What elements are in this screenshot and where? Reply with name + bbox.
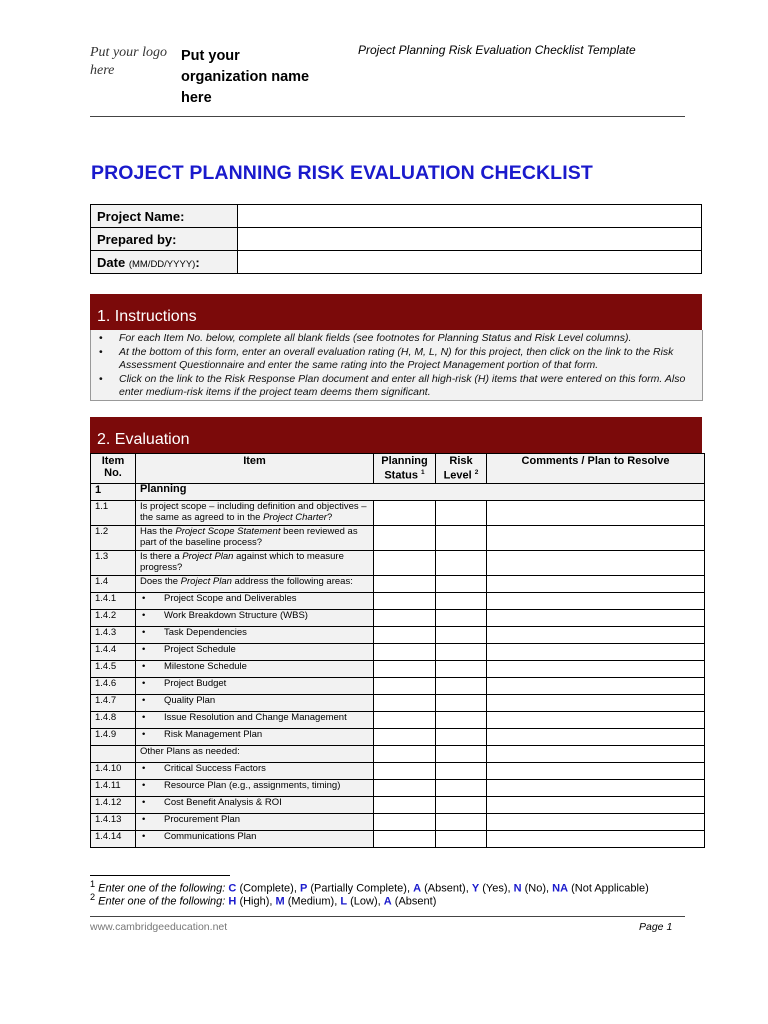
risk-level-cell[interactable] bbox=[436, 551, 487, 576]
planning-status-cell[interactable] bbox=[374, 831, 436, 848]
item-description bbox=[136, 627, 374, 644]
risk-level-cell[interactable] bbox=[436, 644, 487, 661]
risk-level-cell[interactable] bbox=[436, 695, 487, 712]
item-description bbox=[136, 814, 374, 831]
item-text: Has the bbox=[140, 526, 176, 537]
risk-level-cell[interactable] bbox=[436, 678, 487, 695]
comments-cell[interactable] bbox=[487, 712, 705, 729]
project-info-table bbox=[90, 204, 702, 274]
section-row-planning bbox=[91, 484, 705, 501]
item-number: 1.4.3 bbox=[91, 627, 136, 644]
option-description: (Medium) bbox=[287, 895, 335, 908]
prepared-by-label: Prepared by: bbox=[91, 228, 238, 251]
comments-cell[interactable] bbox=[487, 501, 705, 526]
footnote-1-number: 1 bbox=[90, 879, 96, 889]
item-number: 1.4.13 bbox=[91, 814, 136, 831]
risk-level-cell[interactable] bbox=[436, 746, 487, 763]
item-text: Project Budget bbox=[164, 678, 227, 689]
risk-level-cell[interactable] bbox=[436, 593, 487, 610]
item-text: Risk Management Plan bbox=[164, 729, 263, 740]
item-number: 1.4.9 bbox=[91, 729, 136, 746]
option-code: C bbox=[228, 882, 237, 895]
col-risk-level bbox=[436, 454, 487, 484]
instructions-list bbox=[91, 330, 702, 400]
table-row bbox=[91, 729, 705, 746]
item-number: 1.4.8 bbox=[91, 712, 136, 729]
option-description: (Low) bbox=[350, 895, 378, 908]
risk-level-cell[interactable] bbox=[436, 831, 487, 848]
comments-cell[interactable] bbox=[487, 551, 705, 576]
item-description bbox=[136, 593, 374, 610]
planning-status-cell[interactable] bbox=[374, 551, 436, 576]
planning-status-cell[interactable] bbox=[374, 763, 436, 780]
table-row bbox=[91, 712, 705, 729]
item-number: 1.4.6 bbox=[91, 678, 136, 695]
planning-status-cell[interactable] bbox=[374, 780, 436, 797]
planning-status-cell[interactable] bbox=[374, 746, 436, 763]
planning-status-cell[interactable] bbox=[374, 661, 436, 678]
option-code: M bbox=[275, 895, 285, 908]
risk-level-cell[interactable] bbox=[436, 576, 487, 593]
planning-status-cell[interactable] bbox=[374, 501, 436, 526]
item-text: Quality Plan bbox=[164, 695, 216, 706]
table-row bbox=[91, 551, 705, 576]
item-text: Task Dependencies bbox=[164, 627, 247, 638]
col-risk-level-label: Risk Level bbox=[443, 455, 473, 482]
col-planning-status-label: Planning Status bbox=[381, 455, 428, 482]
col-comments: Comments / Plan to Resolve bbox=[487, 454, 705, 484]
footer-divider bbox=[90, 916, 685, 917]
comments-cell[interactable] bbox=[487, 576, 705, 593]
table-row bbox=[91, 763, 705, 780]
item-text: Is project scope – including definition and objectives – the same as agreed to in the bbox=[140, 501, 367, 523]
option-description: (High) bbox=[239, 895, 270, 908]
header-divider bbox=[90, 116, 685, 117]
bullet: • bbox=[142, 814, 146, 825]
bullet: • bbox=[142, 729, 146, 740]
item-description bbox=[136, 644, 374, 661]
bullet: • bbox=[142, 797, 146, 808]
planning-status-cell[interactable] bbox=[374, 627, 436, 644]
comments-cell[interactable] bbox=[487, 644, 705, 661]
risk-level-cell[interactable] bbox=[436, 814, 487, 831]
comments-cell[interactable] bbox=[487, 627, 705, 644]
instruction-item: • Click on the link to the Risk Response Plan document and enter all high-risk (H) items that were entered on this form. Also enter medium-risk items if the project team deems them significant. bbox=[119, 373, 696, 400]
footnote-2-lead: Enter one of the following: bbox=[98, 895, 226, 908]
item-text: Other Plans as needed: bbox=[140, 746, 240, 757]
item-text: Is there a bbox=[140, 551, 183, 562]
option-description: (Yes) bbox=[482, 882, 508, 895]
table-row bbox=[91, 831, 705, 848]
bullet: • bbox=[142, 780, 146, 791]
item-number: 1.4.1 bbox=[91, 593, 136, 610]
planning-status-cell[interactable] bbox=[374, 695, 436, 712]
option-code: P bbox=[299, 882, 308, 895]
item-text: been reviewed as part of the baseline process? bbox=[140, 526, 358, 548]
comments-cell[interactable] bbox=[487, 678, 705, 695]
risk-level-cell[interactable] bbox=[436, 627, 487, 644]
footnote-ref-1: 1 bbox=[421, 469, 425, 476]
risk-level-cell[interactable] bbox=[436, 712, 487, 729]
section-number: 1 bbox=[91, 484, 136, 501]
item-description bbox=[136, 551, 374, 576]
planning-status-cell[interactable] bbox=[374, 593, 436, 610]
logo-placeholder: Put your logo here bbox=[90, 45, 167, 78]
item-text-emphasis: Project Scope Statement bbox=[175, 526, 281, 537]
document-header-title: Project Planning Risk Evaluation Checklist Template bbox=[358, 43, 636, 57]
item-text-emphasis: Project Plan bbox=[180, 576, 232, 587]
footnote-1-lead: Enter one of the following: bbox=[98, 882, 226, 895]
col-item-no: Item No. bbox=[91, 454, 136, 484]
bullet: • bbox=[142, 712, 146, 723]
option-code: A bbox=[413, 882, 422, 895]
prepared-by-row bbox=[91, 228, 702, 251]
date-format-hint: (MM/DD/YYYY) bbox=[128, 258, 196, 270]
option-description: (Absent) bbox=[424, 882, 466, 895]
item-text-emphasis: Project Plan bbox=[182, 551, 234, 562]
item-description bbox=[136, 729, 374, 746]
instructions-heading: 1. Instructions bbox=[97, 308, 197, 325]
item-text: Project Schedule bbox=[164, 644, 236, 655]
comments-cell[interactable] bbox=[487, 780, 705, 797]
item-number: 1.4.7 bbox=[91, 695, 136, 712]
table-row bbox=[91, 501, 705, 526]
item-text: Milestone Schedule bbox=[164, 661, 247, 672]
project-name-field[interactable] bbox=[238, 205, 702, 228]
instruction-item: • For each Item No. below, complete all blank fields (see footnotes for Planning Status and Risk Level columns). bbox=[119, 332, 696, 346]
bullet: • bbox=[142, 627, 146, 638]
bullet: • bbox=[142, 610, 146, 621]
section-label: Planning bbox=[136, 484, 705, 501]
table-row bbox=[91, 526, 705, 551]
planning-status-cell[interactable] bbox=[374, 678, 436, 695]
item-number: 1.4.12 bbox=[91, 797, 136, 814]
footnote-divider bbox=[90, 875, 230, 876]
footnote-2-options: H (High), M (Medium), L (Low), A (Absent) bbox=[228, 895, 437, 908]
item-description bbox=[136, 501, 374, 526]
item-text: Procurement Plan bbox=[164, 814, 241, 825]
date-label: Date bbox=[97, 254, 126, 270]
item-description bbox=[136, 712, 374, 729]
planning-status-cell[interactable] bbox=[374, 797, 436, 814]
item-number: 1.1 bbox=[91, 501, 136, 526]
item-description bbox=[136, 610, 374, 627]
comments-cell[interactable] bbox=[487, 797, 705, 814]
evaluation-section-header bbox=[90, 417, 702, 453]
item-number bbox=[91, 746, 136, 763]
risk-level-cell[interactable] bbox=[436, 501, 487, 526]
comments-cell[interactable] bbox=[487, 695, 705, 712]
risk-level-cell[interactable] bbox=[436, 610, 487, 627]
item-description bbox=[136, 695, 374, 712]
comments-cell[interactable] bbox=[487, 661, 705, 678]
bullet: • bbox=[142, 678, 146, 689]
option-code: A bbox=[383, 895, 392, 908]
item-text: Communications Plan bbox=[164, 831, 257, 842]
table-row bbox=[91, 661, 705, 678]
project-name-row bbox=[91, 205, 702, 228]
table-row bbox=[91, 814, 705, 831]
evaluation-heading: 2. Evaluation bbox=[97, 431, 190, 448]
planning-status-cell[interactable] bbox=[374, 526, 436, 551]
instructions-panel bbox=[90, 330, 703, 401]
footnote-2 bbox=[90, 891, 436, 909]
table-row bbox=[91, 610, 705, 627]
footnote-ref-2: 2 bbox=[474, 469, 479, 476]
item-text: Cost Benefit Analysis & ROI bbox=[164, 797, 282, 808]
item-text: Issue Resolution and Change Management bbox=[164, 712, 347, 723]
footnote-2-number: 2 bbox=[90, 892, 96, 902]
col-item: Item bbox=[136, 454, 374, 484]
risk-level-cell[interactable] bbox=[436, 729, 487, 746]
item-number: 1.4.4 bbox=[91, 644, 136, 661]
option-code: N bbox=[513, 882, 522, 895]
comments-cell[interactable] bbox=[487, 593, 705, 610]
item-text: Does the bbox=[140, 576, 181, 587]
risk-level-cell[interactable] bbox=[436, 780, 487, 797]
planning-status-cell[interactable] bbox=[374, 644, 436, 661]
table-row bbox=[91, 797, 705, 814]
item-text: Project Scope and Deliverables bbox=[164, 593, 297, 604]
item-description bbox=[136, 797, 374, 814]
bullet: • bbox=[142, 644, 146, 655]
risk-level-cell[interactable] bbox=[436, 526, 487, 551]
risk-level-cell[interactable] bbox=[436, 797, 487, 814]
planning-status-cell[interactable] bbox=[374, 814, 436, 831]
option-description: (No) bbox=[524, 882, 547, 895]
option-code: NA bbox=[552, 882, 569, 895]
instructions-section-header bbox=[90, 294, 702, 330]
option-description: (Not Applicable) bbox=[571, 882, 649, 895]
risk-level-cell[interactable] bbox=[436, 763, 487, 780]
comments-cell[interactable] bbox=[487, 831, 705, 848]
table-row bbox=[91, 576, 705, 593]
option-code: L bbox=[340, 895, 348, 908]
table-row bbox=[91, 678, 705, 695]
footer-url[interactable]: www.cambridgeeducation.net bbox=[90, 921, 228, 933]
planning-status-cell[interactable] bbox=[374, 712, 436, 729]
planning-status-cell[interactable] bbox=[374, 576, 436, 593]
item-text: Critical Success Factors bbox=[164, 763, 266, 774]
page-title: PROJECT PLANNING RISK EVALUATION CHECKLIST bbox=[91, 162, 593, 184]
prepared-by-field[interactable] bbox=[238, 228, 702, 251]
item-number: 1.4.11 bbox=[91, 780, 136, 797]
option-description: (Absent) bbox=[394, 895, 437, 908]
item-number: 1.4.5 bbox=[91, 661, 136, 678]
evaluation-header-row bbox=[91, 454, 705, 484]
item-number: 1.4.10 bbox=[91, 763, 136, 780]
option-code: H bbox=[228, 895, 237, 908]
planning-status-cell[interactable] bbox=[374, 610, 436, 627]
footnote-1-options: C (Complete), P (Partially Complete), A (Absent), Y (Yes), N (No), NA (Not Applicable) bbox=[228, 882, 649, 895]
table-row bbox=[91, 644, 705, 661]
risk-level-cell[interactable] bbox=[436, 661, 487, 678]
item-description bbox=[136, 746, 374, 763]
comments-cell[interactable] bbox=[487, 746, 705, 763]
table-row bbox=[91, 746, 705, 763]
organization-name: Put your organization name here bbox=[181, 48, 310, 106]
table-row bbox=[91, 780, 705, 797]
bullet: • bbox=[142, 593, 146, 604]
item-text: Resource Plan (e.g., assignments, timing) bbox=[164, 780, 341, 791]
item-description bbox=[136, 780, 374, 797]
date-colon: : bbox=[195, 254, 200, 270]
comments-cell[interactable] bbox=[487, 610, 705, 627]
comments-cell[interactable] bbox=[487, 526, 705, 551]
item-text: against which to measure progress? bbox=[140, 551, 344, 573]
col-planning-status bbox=[374, 454, 436, 484]
bullet: • bbox=[142, 831, 146, 842]
option-description: (Complete) bbox=[239, 882, 294, 895]
date-row bbox=[91, 251, 702, 274]
table-row bbox=[91, 593, 705, 610]
item-text-emphasis: Project Charter bbox=[263, 512, 327, 523]
page-number: Page 1 bbox=[639, 921, 673, 933]
item-number: 1.4 bbox=[91, 576, 136, 593]
table-row bbox=[91, 627, 705, 644]
item-text: Work Breakdown Structure (WBS) bbox=[164, 610, 308, 621]
item-text: ? bbox=[326, 512, 333, 523]
bullet: • bbox=[142, 661, 146, 672]
table-row bbox=[91, 695, 705, 712]
item-description bbox=[136, 526, 374, 551]
item-number: 1.4.2 bbox=[91, 610, 136, 627]
item-description bbox=[136, 678, 374, 695]
comments-cell[interactable] bbox=[487, 763, 705, 780]
item-number: 1.2 bbox=[91, 526, 136, 551]
item-description bbox=[136, 661, 374, 678]
bullet: • bbox=[142, 695, 146, 706]
instruction-item: • At the bottom of this form, enter an overall evaluation rating (H, M, L, N) for this project, then click on the link to the Risk Assessment Questionnaire and enter the same rating into the Project Management portion of that form. bbox=[119, 346, 696, 373]
option-code: Y bbox=[471, 882, 480, 895]
item-description bbox=[136, 831, 374, 848]
item-text: address the following areas: bbox=[231, 576, 353, 587]
item-description bbox=[136, 763, 374, 780]
planning-status-cell[interactable] bbox=[374, 729, 436, 746]
project-name-label: Project Name: bbox=[91, 205, 238, 228]
date-field[interactable] bbox=[238, 251, 702, 274]
option-description: (Partially Complete) bbox=[310, 882, 407, 895]
item-number: 1.3 bbox=[91, 551, 136, 576]
date-label-cell bbox=[91, 251, 238, 274]
evaluation-table bbox=[90, 453, 705, 848]
comments-cell[interactable] bbox=[487, 729, 705, 746]
item-number: 1.4.14 bbox=[91, 831, 136, 848]
bullet: • bbox=[142, 763, 146, 774]
comments-cell[interactable] bbox=[487, 814, 705, 831]
item-description bbox=[136, 576, 374, 593]
